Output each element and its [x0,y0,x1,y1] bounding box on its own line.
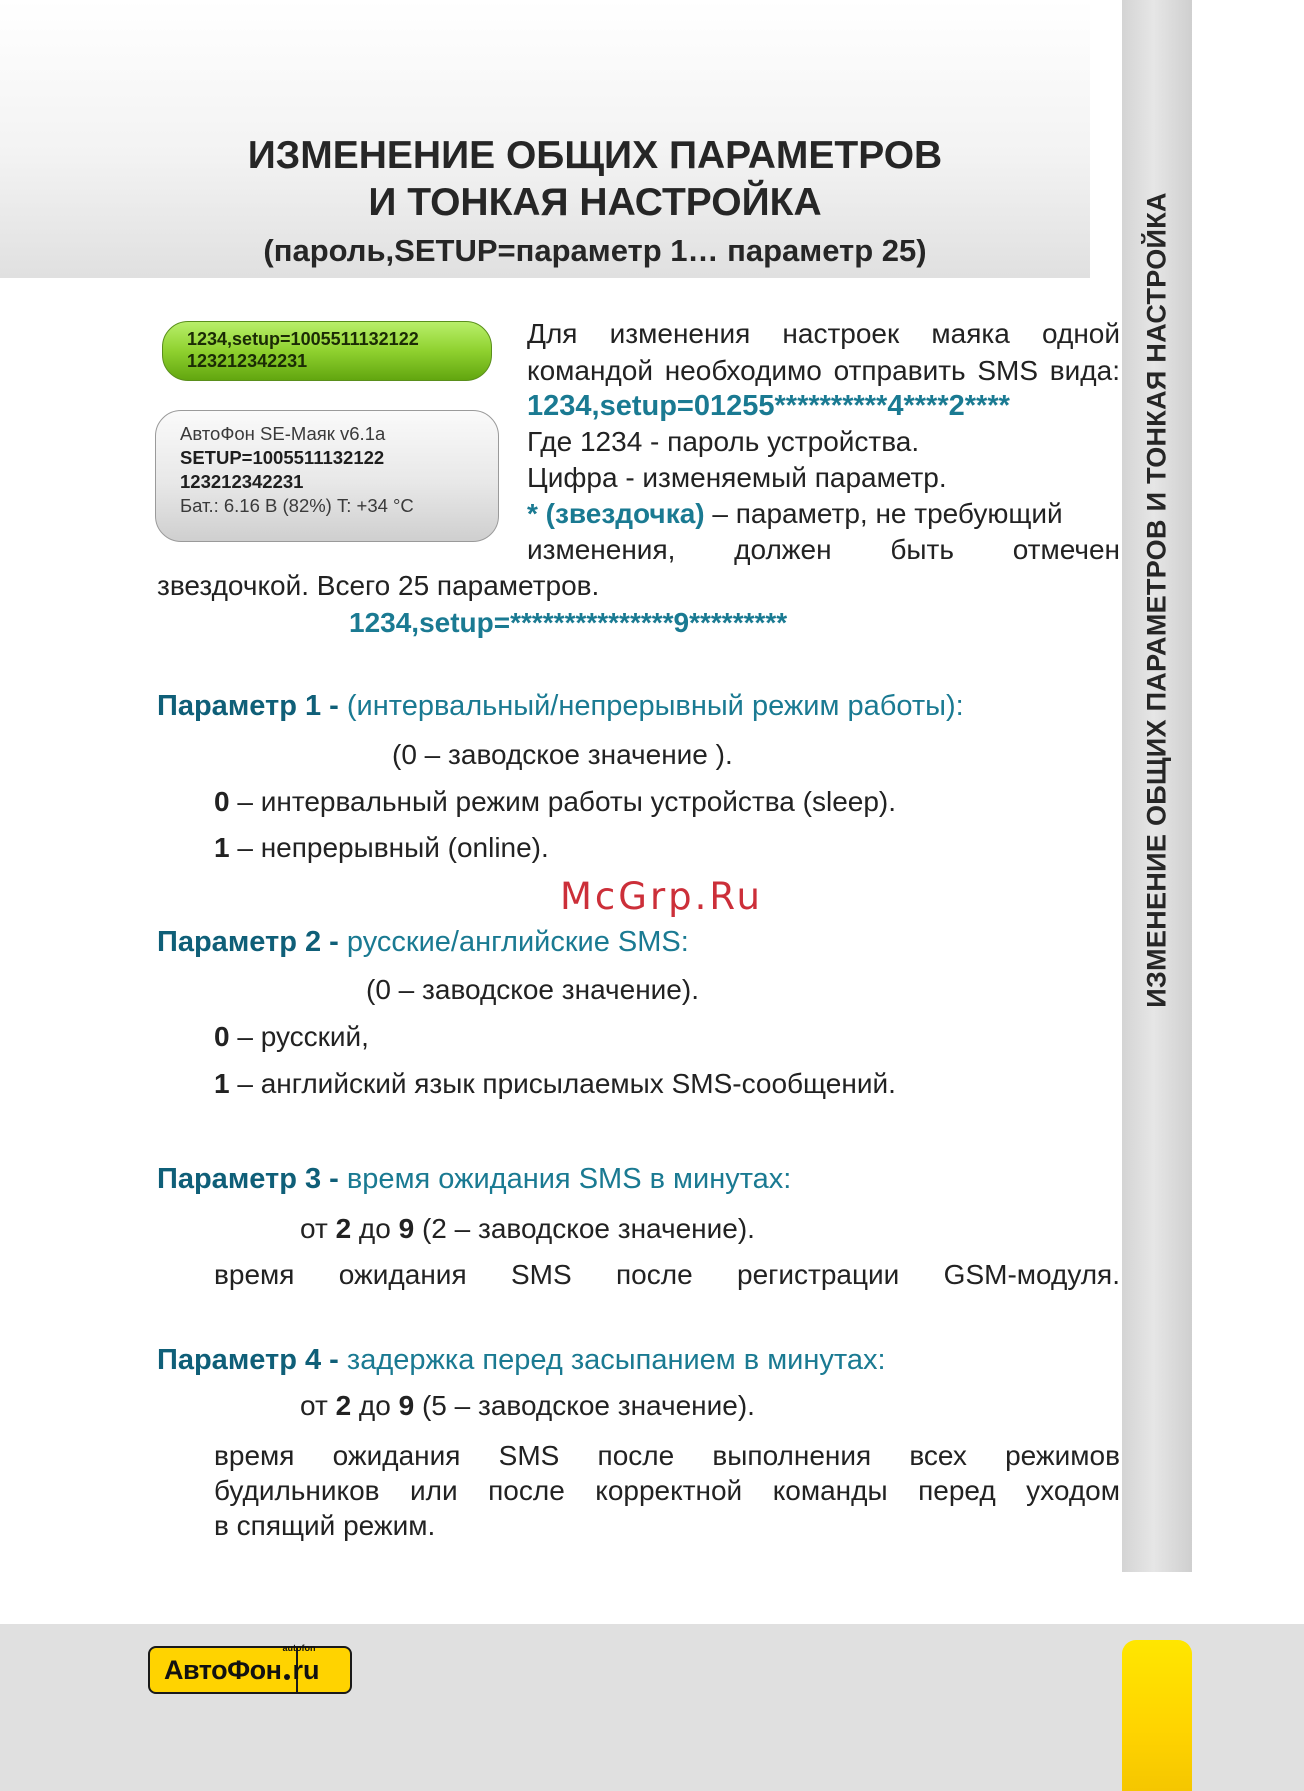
logo-small-text: autofon [282,1642,316,1653]
param2-option1-text: – английский язык присылаемых SMS-сообщений. [229,1068,896,1099]
sms-reply-line1: АвтоФон SE-Маяк v6.1a [180,423,386,444]
param3-range-max: 9 [398,1213,415,1244]
param3-note: время ожидания SMS после регистрации GSM-модуля. [214,1259,1120,1290]
param1-option1 [214,832,549,864]
param4-desc: задержка перед засыпанием в минутах: [338,1344,886,1376]
param4-note-line2: будильников или после корректной команды перед уходом [214,1475,1120,1506]
param3-range-mid: до [351,1213,399,1244]
star-rest: – параметр, не требующий [704,498,1063,529]
param2-option1 [214,1068,896,1100]
intro-line3: Где 1234 - пароль устройства. [527,426,920,457]
param4-note-line1: время ожидания SMS после выполнения всех режимов [214,1440,1120,1471]
command-example-2: 1234,setup=***************9********* [349,607,788,638]
logo-ru-text [282,1642,320,1686]
param1-default: (0 – заводское значение ). [392,739,733,770]
page-title-line1: ИЗМЕНЕНИЕ ОБЩИХ ПАРАМЕТРОВ [247,134,943,177]
param1-heading [157,690,964,723]
param3-range-from: от [300,1213,336,1244]
param4-heading [157,1344,886,1377]
sms-reply-bubble [155,410,499,542]
param1-desc: (интервальный/непрерывный режим работы): [338,690,964,722]
logo-main-text: АвтоФон [164,1654,282,1685]
param2-default: (0 – заводское значение). [366,974,699,1005]
param1-option0-key: 0 [214,786,230,817]
param2-option1-key: 1 [214,1068,230,1099]
param3-range [300,1213,755,1245]
param4-range-mid: до [351,1390,399,1421]
side-tab-label: ИЗМЕНЕНИЕ ОБЩИХ ПАРАМЕТРОВ И ТОНКАЯ НАСТРОЙКА [1141,192,1172,1008]
page-title-line2: И ТОНКАЯ НАСТРОЙКА [368,181,822,224]
logo-dot-icon [284,1674,290,1680]
param1-option1-key: 1 [214,832,230,863]
intro-line1: Для изменения настроек маяка одной [527,318,1120,349]
param4-range [300,1390,755,1422]
param3-desc: время ожидания SMS в минутах: [338,1163,792,1195]
sms-sent-line1: 1234,setup=1005511132122 [187,329,419,349]
param4-range-max: 9 [398,1390,415,1421]
watermark: McGrp.Ru [560,875,763,918]
logo-ru-label: ru [292,1654,320,1685]
param2-option0-key: 0 [214,1021,230,1052]
param1-option0 [214,786,896,818]
intro-line6: звездочкой. Всего 25 параметров. [157,570,600,601]
param4-label: Параметр 4 - [157,1344,339,1376]
param3-range-min: 2 [335,1213,352,1244]
param3-range-rest: (2 – заводское значение). [414,1213,755,1244]
sms-reply-line4: Бат.: 6.16 В (82%) T: +34 °C [180,495,414,516]
param1-label: Параметр 1 - [157,690,339,722]
sms-sent-bubble [162,321,492,381]
param2-heading [157,926,689,959]
param2-option0-text: – русский, [229,1021,369,1052]
sms-sent-line2: 123212342231 [187,351,308,371]
sms-reply-line2: SETUP=1005511132122 [180,447,385,468]
param4-range-min: 2 [335,1390,352,1421]
param2-label: Параметр 2 - [157,926,339,958]
intro-line5: изменения, должен быть отмечен [527,534,1120,565]
command-example-1: 1234,setup=01255**********4****2**** [527,390,1010,422]
sms-reply-line3: 123212342231 [180,471,304,492]
param3-label: Параметр 3 - [157,1163,339,1195]
autofon-logo [148,1642,352,1694]
intro-line2: командой необходимо отправить SMS вида: [527,355,1120,386]
param4-range-from: от [300,1390,336,1421]
param4-range-rest: (5 – заводское значение). [414,1390,755,1421]
star-term: * (звездочка) [527,498,705,529]
param2-option0 [214,1021,369,1053]
param4-note-line3: в спящий режим. [214,1510,436,1541]
intro-line4: Цифра - изменяемый параметр. [527,462,947,493]
param1-option1-text: – непрерывный (online). [229,832,549,863]
page-subtitle: (пароль,SETUP=параметр 1… параметр 25) [263,233,927,268]
page-tab-yellow [1122,1640,1192,1791]
param1-option0-text: – интервальный режим работы устройства (sleep). [229,786,897,817]
param2-desc: русские/английские SMS: [338,926,689,958]
intro-star-line [527,498,1120,530]
param3-heading [157,1163,791,1196]
